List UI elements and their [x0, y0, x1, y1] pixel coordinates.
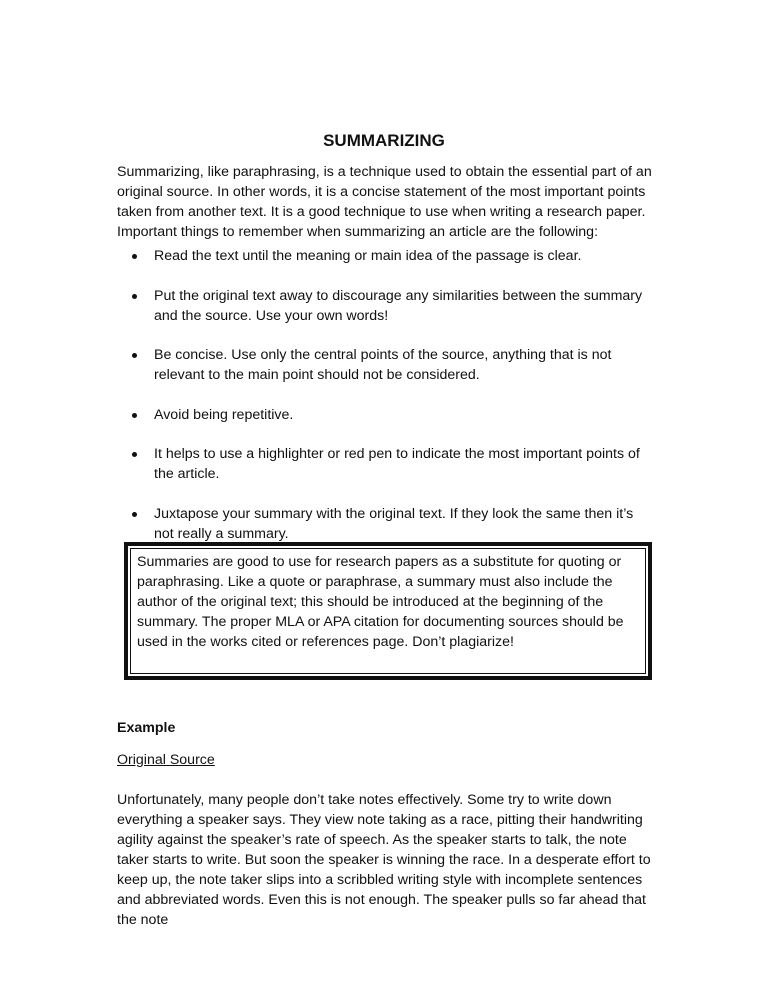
original-source-heading: Original Source	[117, 752, 215, 768]
list-item-text: Juxtapose your summary with the original text. If they look the same then it’s not really a summary.	[154, 505, 634, 542]
bullet-icon	[132, 254, 137, 259]
intro-paragraph: Summarizing, like paraphrasing, is a technique used to obtain the essential part of an original source. In other words, it is a concise statement of the most important points taken from another text. It is a good technique to use when writing a research paper. Important things to remember when summarizing an article are the following:	[117, 164, 652, 240]
list-item	[117, 504, 647, 544]
bullet-icon	[132, 512, 137, 517]
example-heading: Example	[117, 720, 176, 736]
list-item-text: Avoid being repetitive.	[154, 406, 294, 423]
bullet-icon	[132, 294, 137, 299]
tips-list	[117, 246, 647, 563]
bullet-icon	[132, 353, 137, 358]
page-title: SUMMARIZING	[323, 131, 445, 150]
list-item	[117, 345, 647, 385]
list-item	[117, 246, 647, 266]
original-source-text: Unfortunately, many people don’t take notes effectively. Some try to write down everything a speaker says. They view note taking as a race, pitting their handwriting agility against the speaker’s rate of speech. As the speaker starts to talk, the note taker starts to write. But soon the speaker is winning the race. In a desperate effort to keep up, the note taker slips into a scribbled writing style with incomplete sentences and abbreviated words. Even this is not enough. The speaker pulls so far ahead that the note	[117, 792, 651, 928]
list-item	[117, 444, 647, 484]
list-item-text: It helps to use a highlighter or red pen to indicate the most important points of the article.	[154, 446, 640, 482]
bullet-icon	[132, 452, 137, 457]
list-item-text: Be concise. Use only the central points of the source, anything that is not relevant to the main point should not be considered.	[154, 347, 612, 383]
note-box-text: Summaries are good to use for research papers as a substitute for quoting or paraphrasing. Like a quote or paraphrase, a summary must also include the author of the original text; this should be introduced at the beginning of the summary. The proper MLA or APA citation for documenting sources should be used in the works cited or references page. Don’t plagiarize!	[130, 548, 646, 674]
list-item	[117, 405, 647, 425]
note-box	[124, 542, 652, 680]
bullet-icon	[132, 413, 137, 418]
list-item-text: Read the text until the meaning or main idea of the passage is clear.	[154, 248, 582, 264]
list-item	[117, 286, 647, 326]
list-item-text: Put the original text away to discourage any similarities between the summary and the source. Use your own words!	[154, 287, 643, 324]
